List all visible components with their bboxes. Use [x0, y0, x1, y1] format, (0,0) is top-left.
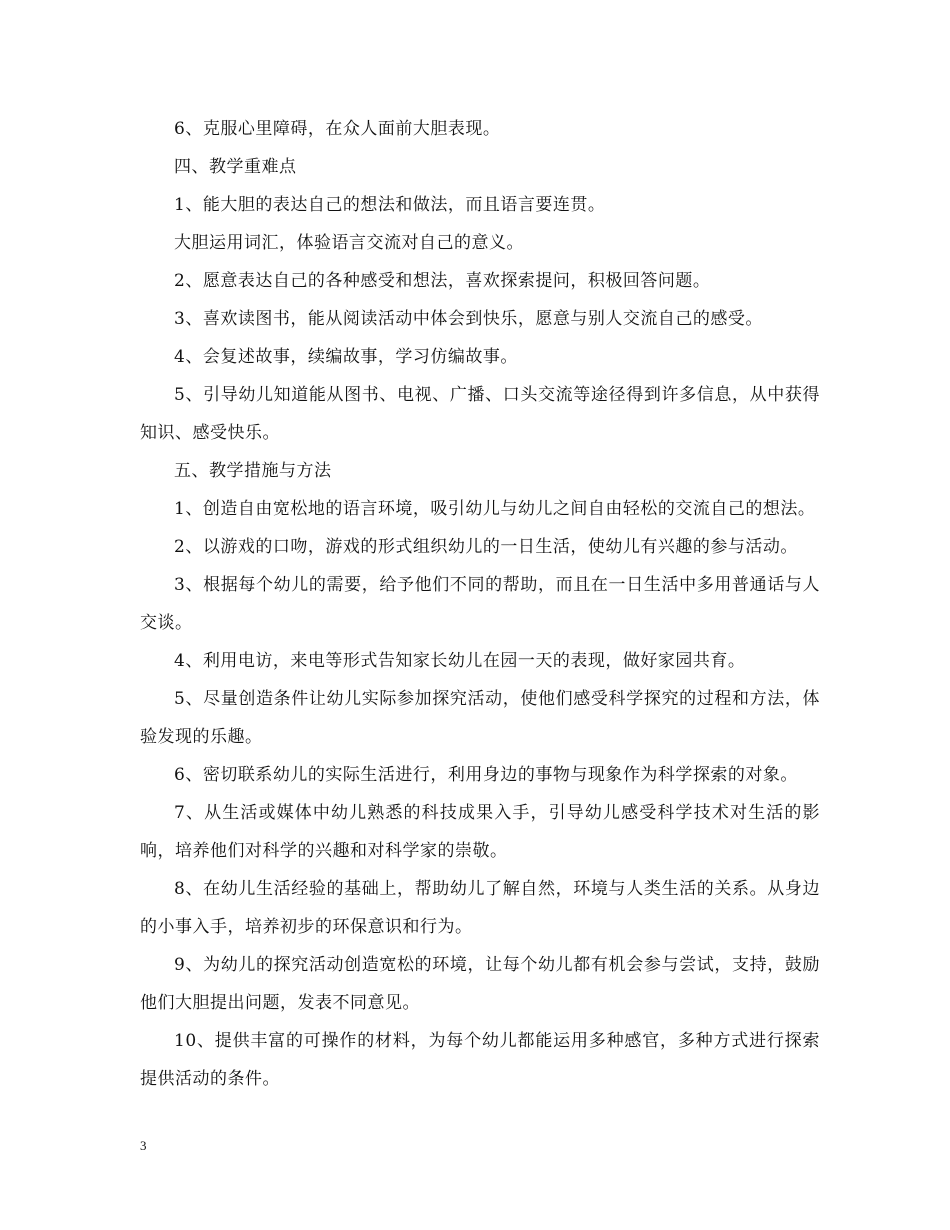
paragraph: 3、喜欢读图书，能从阅读活动中体会到快乐，愿意与别人交流自己的感受。 [174, 309, 763, 329]
paragraph: 2、愿意表达自己的各种感受和想法，喜欢探索提问，积极回答问题。 [174, 271, 711, 291]
paragraph: 8、在幼儿生活经验的基础上，帮助幼儿了解自然，环境与人类生活的关系。从身边的小事入手，培养初步的环保意识和行为。 [140, 879, 820, 937]
paragraph: 4、利用电访，来电等形式告知家长幼儿在园一天的表现，做好家园共育。 [174, 651, 746, 671]
page-number: 3 [140, 1138, 147, 1153]
section-heading: 四、教学重难点 [174, 157, 297, 177]
paragraph: 6、密切联系幼儿的实际生活进行，利用身边的事物与现象作为科学探索的对象。 [174, 765, 798, 785]
paragraph: 1、创造自由宽松地的语言环境，吸引幼儿与幼儿之间自由轻松的交流自己的想法。 [174, 499, 816, 519]
paragraph: 1、能大胆的表达自己的想法和做法，而且语言要连贯。 [174, 195, 606, 215]
paragraph: 2、以游戏的口吻，游戏的形式组织幼儿的一日生活，使幼儿有兴趣的参与活动。 [174, 537, 798, 557]
paragraph: 5、引导幼儿知道能从图书、电视、广播、口头交流等途径得到许多信息，从中获得知识、感受快乐。 [140, 385, 820, 443]
paragraph: 6、克服心里障碍，在众人面前大胆表现。 [174, 119, 501, 139]
paragraph: 3、根据每个幼儿的需要，给予他们不同的帮助，而且在一日生活中多用普通话与人交谈。 [140, 575, 820, 633]
section-heading: 五、教学措施与方法 [174, 461, 332, 481]
paragraph: 4、会复述故事，续编故事，学习仿编故事。 [174, 347, 518, 367]
paragraph: 10、提供丰富的可操作的材料，为每个幼儿都能运用多种感官，多种方式进行探索提供活动的条件。 [140, 1031, 820, 1089]
paragraph: 7、从生活或媒体中幼儿熟悉的科技成果入手，引导幼儿感受科学技术对生活的影响，培养他们对科学的兴趣和对科学家的崇敬。 [140, 803, 820, 861]
document-body [140, 110, 820, 1098]
paragraph: 9、为幼儿的探究活动创造宽松的环境，让每个幼儿都有机会参与尝试，支持，鼓励他们大胆提出问题，发表不同意见。 [140, 955, 820, 1013]
paragraph: 大胆运用词汇，体验语言交流对自己的意义。 [174, 233, 524, 253]
paragraph: 5、尽量创造条件让幼儿实际参加探究活动，使他们感受科学探究的过程和方法，体验发现的乐趣。 [140, 689, 820, 747]
